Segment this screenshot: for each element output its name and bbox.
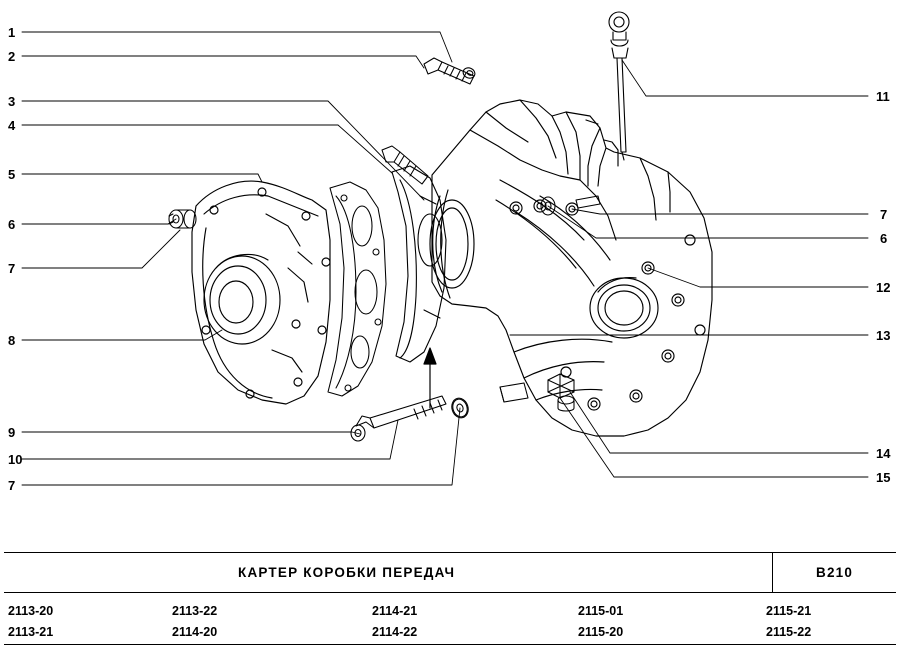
callout-right-14: 14	[876, 446, 891, 461]
model-col4-bottom: 2115-20	[578, 625, 624, 639]
callout-left-9: 9	[8, 425, 16, 440]
callout-right-15: 15	[876, 470, 891, 485]
callout-left-1: 1	[8, 25, 16, 40]
model-col1-top: 2113-20	[8, 604, 54, 618]
callout-left-5: 5	[8, 167, 16, 182]
callout-right-11: 11	[876, 89, 890, 104]
footer-divider-vertical	[772, 552, 773, 592]
callout-left-7a: 7	[8, 261, 16, 276]
footer-block	[0, 552, 900, 647]
callout-left-2: 2	[8, 49, 16, 64]
callout-right-7: 7	[880, 207, 888, 222]
model-col2-top: 2113-22	[172, 604, 218, 618]
model-col5-bottom: 2115-22	[766, 625, 812, 639]
clutch-cover-part	[192, 181, 330, 404]
cover-gasket-part	[328, 182, 386, 396]
callout-left-8: 8	[8, 333, 16, 348]
model-col5-top: 2115-21	[766, 604, 812, 618]
model-col1-bottom: 2113-21	[8, 625, 54, 639]
footer-title: КАРТЕР КОРОБКИ ПЕРЕДАЧ	[238, 565, 456, 580]
assembly-arrow	[424, 348, 436, 408]
callout-right-13: 13	[876, 328, 891, 343]
model-col3-bottom: 2114-22	[372, 625, 418, 639]
callout-right-12: 12	[876, 280, 891, 295]
model-col3-top: 2114-21	[372, 604, 418, 618]
callout-left-6: 6	[8, 217, 16, 232]
footer-rule-mid	[4, 592, 896, 593]
bolt-bottom-part	[351, 396, 469, 441]
callout-left-7b: 7	[8, 478, 16, 493]
stud-upper-part	[382, 146, 428, 184]
bolt-top-part	[424, 58, 476, 84]
leader-lines-right	[510, 60, 868, 477]
callout-left-4: 4	[8, 118, 16, 133]
washer-left-part	[169, 210, 196, 228]
model-col2-bottom: 2114-20	[172, 625, 218, 639]
footer-sheet-code: В210	[816, 565, 854, 580]
magnet-block-part	[500, 383, 528, 402]
footer-rule-top	[4, 552, 896, 553]
dipstick-part	[609, 12, 629, 160]
footer-rule-bottom	[4, 644, 896, 645]
model-col4-top: 2115-01	[578, 604, 624, 618]
callout-right-6: 6	[880, 231, 888, 246]
callout-left-3: 3	[8, 94, 16, 109]
leader-lines-left	[22, 32, 460, 485]
gearbox-housing-body	[430, 100, 712, 436]
callout-left-10: 10	[8, 452, 23, 467]
